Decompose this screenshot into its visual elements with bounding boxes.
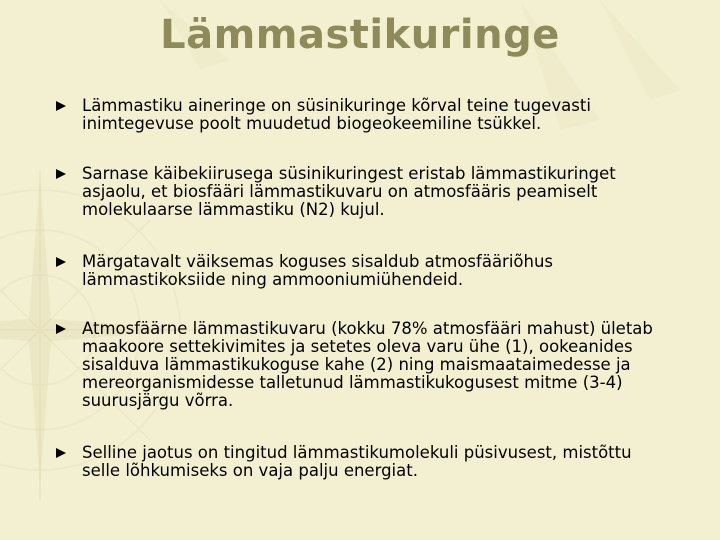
triangle-right-icon [56,324,66,334]
slide-title: Lämmastikuringe [160,12,560,58]
bullet-text: Märgatavalt väiksemas koguses sisaldub atmosfääriõhus lämmastikoksiide ning ammooniumiühendeid. [82,252,554,289]
triangle-right-icon [56,257,66,267]
bullet-text: Sarnase käibekiirusega süsinikuringest eristab lämmastikuringet asjaolu, et biosfääri lämmastikuvaru on atmosfääris peamiselt molekulaarse lämmastiku (N2) kujul. [82,164,616,219]
bullet-text: Selline jaotus on tingitud lämmastikumolekuli püsivusest, mistõttu selle lõhkumiseks on vaja palju energiat. [82,443,632,480]
triangle-right-icon [56,101,66,111]
bullet-text: Lämmastiku aineringe on süsinikuringe kõrval teine tugevasti inimtegevuse poolt muudetud biogeokeemiline tsükkel. [82,96,591,133]
bullet-text: Atmosfäärne lämmastikuvaru (kokku 78% atmosfääri mahust) ületab maakoore settekivimites ja setetes oleva varu ühe (1), ookeanides sisalduva lämmastikukoguse kahe (2) ning maismaataimedesse ja mereorganismidesse talletunud lämmastikukogusest mitme (3-4) suurusjärgu võrra. [82,319,653,410]
triangle-right-icon [56,169,66,179]
triangle-right-icon [56,448,66,458]
